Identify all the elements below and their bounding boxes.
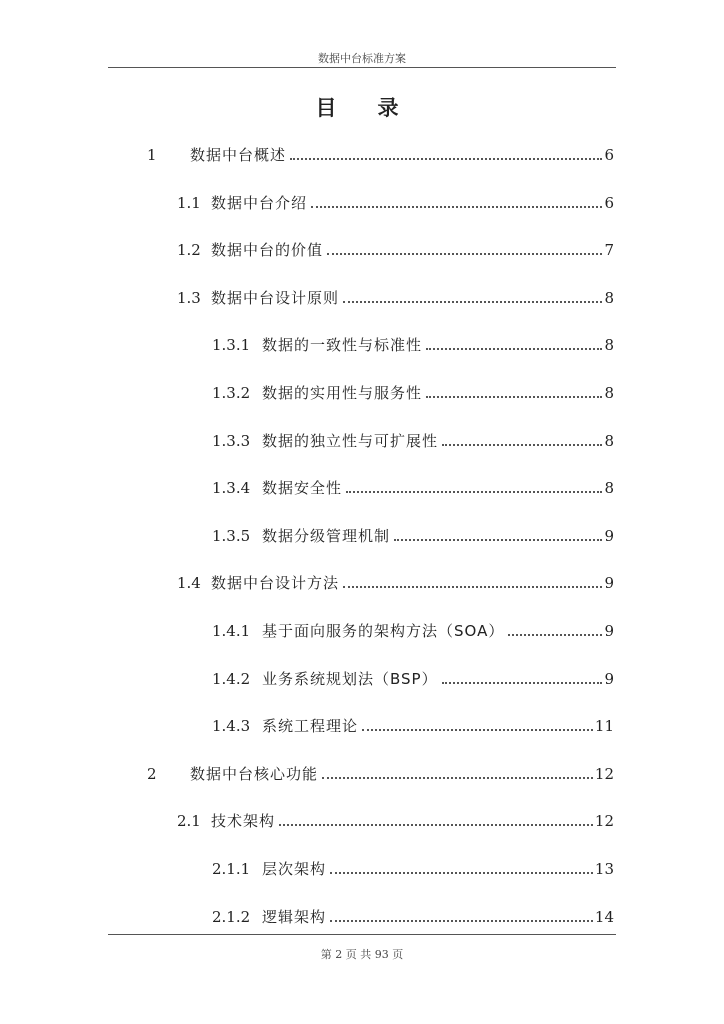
dot-leader	[330, 872, 593, 874]
dot-leader	[343, 301, 602, 303]
toc-entry[interactable]	[212, 383, 614, 403]
toc-number: 1.4.1	[212, 622, 251, 640]
toc-number: 1.4.3	[212, 717, 251, 735]
dot-leader	[442, 682, 603, 684]
toc-page: 8	[604, 432, 614, 450]
toc-number: 1.4	[177, 574, 201, 592]
toc-page: 8	[604, 479, 614, 497]
toc-number: 1.2	[177, 241, 201, 259]
toc-page: 8	[604, 289, 614, 307]
toc-number: 1.1	[177, 194, 201, 212]
toc-number: 1.3.5	[212, 527, 251, 545]
toc-page: 12	[594, 765, 614, 783]
toc-number: 2.1	[177, 812, 201, 830]
toc-page: 6	[604, 146, 614, 164]
toc-page: 12	[594, 812, 614, 830]
toc-page: 11	[594, 717, 614, 735]
dot-leader	[279, 824, 593, 826]
toc-number: 2.1.1	[212, 860, 251, 878]
toc-entry[interactable]	[212, 621, 614, 641]
dot-leader	[442, 444, 602, 446]
running-header: 数据中台标准方案	[318, 52, 406, 65]
page-footer: 第 2 页 共 93 页	[320, 948, 404, 961]
toc-entry[interactable]	[212, 859, 614, 879]
toc-number: 1.3.2	[212, 384, 251, 402]
dot-leader	[290, 158, 602, 160]
toc-text: 数据中台核心功能	[190, 765, 319, 783]
toc-number: 1.3.3	[212, 432, 251, 450]
toc-number: 1.3	[177, 289, 201, 307]
toc-number: 2.1.2	[212, 908, 251, 926]
toc-text: 技术架构	[211, 812, 276, 830]
dot-leader	[394, 539, 602, 541]
dot-leader	[508, 634, 602, 636]
toc-entry[interactable]	[212, 716, 614, 736]
toc-text: 数据中台的价值	[211, 241, 324, 259]
toc-entry[interactable]	[212, 526, 614, 546]
toc-text: 数据的独立性与可扩展性	[262, 432, 439, 450]
toc-text: 数据中台设计方法	[211, 574, 340, 592]
toc-entry[interactable]	[212, 478, 614, 498]
footer-rule	[108, 934, 616, 935]
toc-page: 9	[604, 574, 614, 592]
toc-text: 系统工程理论	[262, 717, 359, 735]
toc-text: 逻辑架构	[262, 908, 327, 926]
toc-entry[interactable]	[147, 764, 614, 784]
toc-page: 8	[604, 336, 614, 354]
toc-text: 数据安全性	[262, 479, 343, 497]
toc-entry[interactable]	[212, 431, 614, 451]
toc-text: 层次架构	[262, 860, 327, 878]
dot-leader	[322, 777, 593, 779]
header-rule	[108, 67, 616, 68]
dot-leader	[426, 348, 602, 350]
toc-page: 9	[604, 527, 614, 545]
toc-page: 13	[594, 860, 614, 878]
toc-page: 8	[604, 384, 614, 402]
toc-text: 业务系统规划法（BSP）	[262, 670, 438, 688]
toc-number: 1	[147, 146, 157, 164]
toc-text: 数据的实用性与服务性	[262, 384, 423, 402]
toc-entry[interactable]	[212, 669, 614, 689]
toc-text: 数据中台设计原则	[211, 289, 340, 307]
dot-leader	[330, 920, 593, 922]
toc-page: 6	[604, 194, 614, 212]
toc-entry[interactable]	[177, 240, 614, 260]
toc-entry[interactable]	[177, 193, 614, 213]
toc-entry[interactable]	[177, 573, 614, 593]
toc-text: 基于面向服务的架构方法（SOA）	[262, 622, 505, 640]
dot-leader	[327, 253, 602, 255]
toc-page: 9	[604, 670, 614, 688]
toc-page: 9	[604, 622, 614, 640]
dot-leader	[343, 586, 602, 588]
toc-entry[interactable]	[177, 811, 614, 831]
toc-text: 数据中台概述	[190, 146, 287, 164]
toc-entry[interactable]	[212, 335, 614, 355]
toc-entry[interactable]	[212, 907, 614, 927]
toc-entry[interactable]	[147, 145, 614, 165]
toc-number: 1.3.1	[212, 336, 251, 354]
toc-text: 数据中台介绍	[211, 194, 308, 212]
toc-number: 2	[147, 765, 157, 783]
dot-leader	[426, 396, 602, 398]
dot-leader	[362, 729, 593, 731]
toc-text: 数据的一致性与标准性	[262, 336, 423, 354]
toc-entry[interactable]	[177, 288, 614, 308]
dot-leader	[311, 206, 602, 208]
toc-title: 目 录	[315, 96, 409, 120]
toc-page: 14	[594, 908, 614, 926]
toc-number: 1.3.4	[212, 479, 251, 497]
dot-leader	[346, 491, 602, 493]
toc-page: 7	[604, 241, 614, 259]
toc-text: 数据分级管理机制	[262, 527, 391, 545]
toc-number: 1.4.2	[212, 670, 251, 688]
